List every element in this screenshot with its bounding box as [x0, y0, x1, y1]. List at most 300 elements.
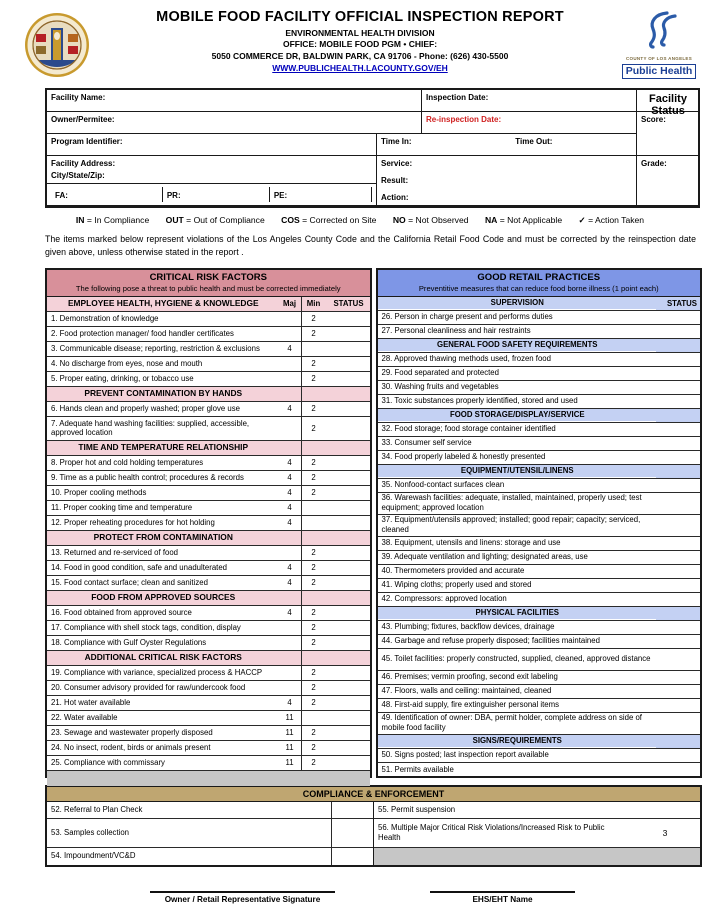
- min-points-value: 2: [301, 546, 326, 560]
- status-cell: [326, 696, 370, 710]
- city-state-zip-label: City/State/Zip:: [51, 171, 105, 180]
- critical-item-row: [47, 372, 370, 387]
- critical-item-row: [47, 666, 370, 681]
- section-label: SUPERVISION: [378, 297, 657, 309]
- item-description: 15. Food contact surface; clean and sanitized: [51, 577, 208, 587]
- status-cell: [326, 576, 370, 590]
- maj-points-value: 4: [287, 458, 292, 467]
- section-label: FOOD FROM APPROVED SOURCES: [47, 591, 279, 605]
- status-column-header: [656, 465, 700, 478]
- maj-points-value: 4: [287, 698, 292, 707]
- section-label: PROTECT FROM CONTAMINATION: [47, 531, 279, 545]
- status-column-header: [656, 607, 700, 620]
- website-link[interactable]: WWW.PUBLICHEALTH.LACOUNTY.GOV/EH: [272, 63, 448, 73]
- status-cell: [656, 763, 700, 777]
- compliance-enforcement-title: COMPLIANCE & ENFORCEMENT: [47, 787, 700, 802]
- status-cell: [331, 848, 373, 865]
- score-field: Score:: [637, 112, 700, 156]
- critical-item-row: [47, 696, 370, 711]
- status-cell: [656, 635, 700, 648]
- retail-item-row: [378, 537, 701, 551]
- item-description: 49. Identification of owner: DBA, permit holder, complete address on side of mobile food facility: [381, 713, 642, 732]
- retail-item-row: [378, 311, 701, 325]
- critical-item-row: [47, 741, 370, 756]
- min-points-value: 2: [301, 372, 326, 386]
- min-points-value: 2: [301, 741, 326, 755]
- action-label: Action:: [381, 193, 409, 202]
- fa-label: FA:: [51, 187, 163, 202]
- critical-item-row: [47, 501, 370, 516]
- status-cell: [326, 726, 370, 740]
- retail-item-row: [378, 515, 701, 537]
- status-cell: [656, 381, 700, 394]
- item-description: 26. Person in charge present and performs duties: [381, 312, 553, 322]
- item-description: 33. Consumer self service: [381, 438, 472, 448]
- status-cell: [326, 456, 370, 470]
- item-description: 17. Compliance with shell stock tags, condition, display: [51, 622, 241, 632]
- section-label: PHYSICAL FACILITIES: [378, 607, 657, 619]
- item-description: 10. Proper cooling methods: [51, 487, 147, 497]
- owner-signature-line: [150, 891, 335, 893]
- compliance-legend: IN = In Compliance OUT = Out of Compliance COS = Corrected on Site NO = Not Observed NA = Not Applicable ✓ = Action Taken: [75, 215, 645, 225]
- retail-item-row: [378, 763, 701, 777]
- status-cell: [326, 741, 370, 755]
- min-column-header: [301, 531, 326, 545]
- item-description: 34. Food properly labeled & honestly presented: [381, 452, 546, 462]
- inspection-date-field: Inspection Date:: [422, 90, 637, 112]
- status-cell: [656, 451, 700, 464]
- item-description: 4. No discharge from eyes, nose and mouth: [51, 358, 203, 368]
- status-cell: [326, 636, 370, 650]
- item-description: 2. Food protection manager/ food handler certificates: [51, 328, 234, 338]
- retail-item-row: [378, 671, 701, 685]
- min-points-value: 2: [301, 456, 326, 470]
- item-description: 16. Food obtained from approved source: [51, 607, 192, 617]
- section-header-row: [47, 441, 370, 456]
- status-cell: [656, 423, 700, 436]
- compliance-item-row: [47, 819, 373, 848]
- status-cell: [326, 756, 370, 770]
- owner-permitee-field: Owner/Permitee:: [47, 112, 422, 134]
- section-header-row: [47, 591, 370, 606]
- status-cell: [326, 606, 370, 620]
- ph-logo-county-text: COUNTY OF LOS ANGELES: [625, 56, 693, 61]
- status-cell: [656, 649, 700, 670]
- item-description: 32. Food storage; food storage container identified: [381, 424, 556, 434]
- section-label: EMPLOYEE HEALTH, HYGIENE & KNOWLEDGE: [47, 297, 279, 311]
- item-description: 55. Permit suspension: [378, 804, 456, 814]
- pe-label: PE:: [270, 187, 372, 202]
- critical-item-row: [47, 711, 370, 726]
- item-description: 18. Compliance with Gulf Oyster Regulations: [51, 637, 207, 647]
- status-cell: [326, 711, 370, 725]
- item-description: 50. Signs posted; last inspection report available: [381, 750, 549, 760]
- status-cell: [326, 621, 370, 635]
- section-header-row: [47, 297, 370, 312]
- public-health-logo: [616, 10, 702, 79]
- item-description: 31. Toxic substances properly identified, stored and used: [381, 396, 578, 406]
- critical-item-row: [47, 417, 370, 441]
- status-cell: [326, 327, 370, 341]
- status-cell: [656, 713, 700, 734]
- item-description: 22. Water available: [51, 712, 118, 722]
- retail-item-row: [378, 451, 701, 465]
- maj-points-value: 4: [287, 344, 292, 353]
- item-description: 6. Hands clean and properly washed; proper glove use: [51, 403, 240, 413]
- item-description: 28. Approved thawing methods used, frozen food: [381, 354, 551, 364]
- min-column-header: Min: [301, 297, 326, 311]
- min-points-value: 2: [301, 666, 326, 680]
- item-description: 30. Washing fruits and vegetables: [381, 382, 499, 392]
- address-line: 5050 COMMERCE DR, BALDWIN PARK, CA 91706 - Phone: (626) 430-5500: [211, 51, 509, 61]
- status-cell: [326, 681, 370, 695]
- retail-item-row: [378, 395, 701, 409]
- compliance-item-row: [374, 802, 700, 819]
- status-cell: [656, 565, 700, 578]
- retail-item-row: [378, 593, 701, 607]
- min-points-value: [301, 711, 326, 725]
- status-cell: [326, 501, 370, 515]
- la-county-seal-icon: [24, 12, 90, 78]
- min-points-value: 2: [301, 417, 326, 440]
- item-description: 25. Compliance with commissary: [51, 757, 165, 767]
- critical-item-row: [47, 621, 370, 636]
- section-label: ADDITIONAL CRITICAL RISK FACTORS: [47, 651, 279, 665]
- item-description: 8. Proper hot and cold holding temperatures: [51, 457, 204, 467]
- item-description: 24. No insect, rodent, birds or animals present: [51, 742, 211, 752]
- retail-item-row: [378, 565, 701, 579]
- section-header-row: [378, 339, 701, 353]
- status-column-header: [326, 591, 370, 605]
- item-description: 1. Demonstration of knowledge: [51, 313, 159, 323]
- item-description: 9. Time as a public health control; procedures & records: [51, 472, 244, 482]
- retail-item-row: [378, 621, 701, 635]
- item-description: 29. Food separated and protected: [381, 368, 499, 378]
- owner-signature-label: Owner / Retail Representative Signature: [164, 894, 321, 904]
- status-cell: [326, 342, 370, 356]
- section-header-row: [47, 387, 370, 402]
- section-label: GENERAL FOOD SAFETY REQUIREMENTS: [378, 339, 657, 351]
- section-header-row: [378, 465, 701, 479]
- status-cell: [656, 537, 700, 550]
- critical-item-row: [47, 756, 370, 771]
- item-description: 47. Floors, walls and ceiling: maintained, cleaned: [381, 686, 552, 696]
- section-header-row: [378, 735, 701, 749]
- critical-item-row: [47, 726, 370, 741]
- maj-points-value: 4: [287, 563, 292, 572]
- critical-item-row: [47, 486, 370, 501]
- item-description: 7. Adequate hand washing facilities: supplied, accessible, approved location: [51, 418, 250, 437]
- violation-notice: The items marked below represent violations of the Los Angeles County Code and the California Retail Food Code and must be corrected by the reinspection date given above, unless otherwise stated in the report .: [45, 234, 696, 257]
- retail-item-row: [378, 423, 701, 437]
- division-line: ENVIRONMENTAL HEALTH DIVISION: [285, 28, 435, 38]
- maj-points-value: 4: [287, 473, 292, 482]
- critical-table-title: CRITICAL RISK FACTORS The following pose a threat to public health and must be corrected immediately: [47, 270, 370, 297]
- item-description: 56. Multiple Major Critical Risk Violations/Increased Risk to Public Health: [378, 822, 605, 842]
- min-column-header: [301, 651, 326, 665]
- retail-item-row: [378, 381, 701, 395]
- maj-points-value: 4: [287, 488, 292, 497]
- status-cell: [656, 749, 700, 762]
- status-cell: [326, 666, 370, 680]
- critical-item-row: [47, 681, 370, 696]
- retail-item-row: [378, 551, 701, 565]
- min-points-value: 2: [301, 681, 326, 695]
- status-cell: [656, 437, 700, 450]
- reinspection-date-field: Re-inspection Date:: [422, 112, 637, 134]
- retail-item-row: [378, 579, 701, 593]
- retail-table-title: GOOD RETAIL PRACTICES Preventitive measures that can reduce food borne illness (1 point each): [378, 270, 701, 297]
- retail-item-row: [378, 367, 701, 381]
- item-description: 13. Returned and re-serviced of food: [51, 547, 178, 557]
- critical-item-row: [47, 327, 370, 342]
- gray-filler-cell: [374, 848, 700, 865]
- office-line: OFFICE: MOBILE FOOD PGM • CHIEF:: [282, 39, 438, 49]
- ph-logo-name: Public Health: [622, 64, 697, 79]
- critical-item-row: [47, 516, 370, 531]
- section-label: EQUIPMENT/UTENSIL/LINENS: [378, 465, 657, 477]
- gray-filler-cell: [47, 771, 370, 786]
- retail-item-row: [378, 437, 701, 451]
- item-description: 51. Permits available: [381, 764, 454, 774]
- grade-field: Grade:: [637, 156, 700, 206]
- maj-column-header: [279, 591, 301, 605]
- status-cell: [326, 546, 370, 560]
- status-cell: [656, 479, 700, 492]
- status-cell: [326, 417, 370, 440]
- compliance-left-column: [47, 802, 374, 865]
- status-cell: [656, 493, 700, 514]
- min-points-value: 2: [301, 402, 326, 416]
- status-cell: [326, 561, 370, 575]
- status-value: 3: [662, 827, 668, 838]
- item-description: 5. Proper eating, drinking, or tobacco use: [51, 373, 194, 383]
- compliance-enforcement-table: [45, 785, 702, 867]
- item-description: 44. Garbage and refuse properly disposed; facilities maintained: [381, 636, 600, 646]
- min-points-value: 2: [301, 486, 326, 500]
- status-cell: [326, 471, 370, 485]
- retail-item-row: [378, 493, 701, 515]
- maj-points-value: 11: [285, 728, 294, 737]
- status-cell: [656, 671, 700, 684]
- status-cell: [326, 516, 370, 530]
- section-header-row: [378, 607, 701, 621]
- item-description: 39. Adequate ventilation and lighting; designated areas, use: [381, 552, 588, 562]
- compliance-right-column: [374, 802, 700, 865]
- maj-column-header: [279, 441, 301, 455]
- item-description: 41. Wiping cloths; properly used and stored: [381, 580, 532, 590]
- maj-points-value: 4: [287, 578, 292, 587]
- facility-info-table: [45, 88, 700, 208]
- status-column-header: [326, 387, 370, 401]
- status-cell: [326, 312, 370, 326]
- status-column-header: STATUS: [656, 297, 700, 310]
- retail-item-row: [378, 685, 701, 699]
- retail-item-row: [378, 353, 701, 367]
- status-cell: [656, 311, 700, 324]
- critical-item-row: [47, 561, 370, 576]
- facility-name-field: Facility Name:: [47, 90, 422, 112]
- section-label: SIGNS/REQUIREMENTS: [378, 735, 657, 747]
- item-description: 40. Thermometers provided and accurate: [381, 566, 525, 576]
- status-cell: [326, 402, 370, 416]
- maj-column-header: [279, 651, 301, 665]
- item-description: 11. Proper cooking time and temperature: [51, 502, 193, 512]
- status-cell: [656, 395, 700, 408]
- item-description: 45. Toilet facilities: properly constructed, supplied, cleaned, approved distance: [381, 654, 651, 664]
- critical-item-row: [47, 606, 370, 621]
- status-cell: [656, 325, 700, 338]
- min-points-value: 2: [301, 576, 326, 590]
- status-column-header: STATUS: [326, 297, 370, 311]
- critical-item-row: [47, 471, 370, 486]
- status-cell: [656, 579, 700, 592]
- section-header-row: [378, 297, 701, 311]
- critical-item-row: [47, 636, 370, 651]
- item-description: 14. Food in good condition, safe and unadulterated: [51, 562, 227, 572]
- min-points-value: 2: [301, 561, 326, 575]
- retail-item-row: [378, 699, 701, 713]
- item-description: 38. Equipment, utensils and linens: storage and use: [381, 538, 561, 548]
- min-points-value: 2: [301, 606, 326, 620]
- min-points-value: [301, 501, 326, 515]
- retail-item-row: [378, 749, 701, 763]
- status-cell: [656, 551, 700, 564]
- item-description: 27. Personal cleanliness and hair restraints: [381, 326, 531, 336]
- status-cell: [656, 699, 700, 712]
- fa-pr-pe-field: [47, 184, 377, 206]
- min-column-header: [301, 387, 326, 401]
- retail-item-row: [378, 649, 701, 671]
- status-cell: [326, 372, 370, 386]
- section-header-row: [47, 531, 370, 546]
- maj-points-value: 11: [285, 758, 294, 767]
- min-points-value: 2: [301, 756, 326, 770]
- service-result-action-field: [377, 156, 637, 206]
- maj-points-value: 4: [287, 503, 292, 512]
- section-header-row: [47, 651, 370, 666]
- status-column-header: [326, 531, 370, 545]
- critical-item-row: [47, 576, 370, 591]
- good-retail-practices-table: [376, 268, 703, 778]
- report-header: [0, 0, 720, 88]
- gray-filler-row: [374, 848, 700, 865]
- status-column-header: [656, 339, 700, 352]
- status-cell: [656, 367, 700, 380]
- status-cell: [331, 819, 373, 847]
- item-description: 52. Referral to Plan Check: [51, 804, 143, 814]
- status-value: [630, 802, 700, 818]
- item-description: 54. Impoundment/VC&D: [51, 851, 136, 861]
- maj-points-value: 11: [285, 713, 294, 722]
- maj-points-value: 11: [285, 743, 294, 752]
- item-description: 48. First-aid supply, fire extinguisher personal items: [381, 700, 560, 710]
- status-column-header: [326, 441, 370, 455]
- item-description: 21. Hot water available: [51, 697, 131, 707]
- min-points-value: 2: [301, 621, 326, 635]
- status-cell: [656, 353, 700, 366]
- critical-item-row: [47, 312, 370, 327]
- min-points-value: 2: [301, 726, 326, 740]
- critical-item-row: [47, 456, 370, 471]
- status-cell: [656, 685, 700, 698]
- item-description: 35. Nonfood-contact surfaces clean: [381, 480, 505, 490]
- status-column-header: [326, 651, 370, 665]
- status-cell: [326, 357, 370, 371]
- item-description: 42. Compressors: approved location: [381, 594, 507, 604]
- maj-points-value: 4: [287, 608, 292, 617]
- retail-item-row: [378, 635, 701, 649]
- service-label: Service:: [381, 159, 413, 168]
- critical-item-row: [47, 357, 370, 372]
- ehs-name-line: [430, 891, 575, 893]
- item-description: 53. Samples collection: [51, 827, 130, 837]
- item-description: 46. Premises; vermin proofing, second exit labeling: [381, 672, 558, 682]
- item-description: 43. Plumbing; fixtures, backflow devices, drainage: [381, 622, 555, 632]
- critical-risk-factors-table: [45, 268, 372, 778]
- section-label: TIME AND TEMPERATURE RELATIONSHIP: [47, 441, 279, 455]
- maj-points-value: 4: [287, 518, 292, 527]
- time-out-label: Time Out:: [515, 137, 553, 146]
- facility-status-label: Facility Status: [637, 90, 700, 112]
- min-column-header: [301, 441, 326, 455]
- public-health-profiles-icon: [637, 10, 681, 50]
- status-column-header: [656, 409, 700, 422]
- report-title: MOBILE FOOD FACILITY OFFICIAL INSPECTION REPORT: [156, 9, 564, 25]
- time-in-out-field: [377, 134, 637, 156]
- program-identifier-field: Program Identifier:: [47, 134, 377, 156]
- item-description: 19. Compliance with variance, specialized process & HACCP: [51, 667, 263, 677]
- item-description: 12. Proper reheating procedures for hot holding: [51, 517, 215, 527]
- section-label: PREVENT CONTAMINATION BY HANDS: [47, 387, 279, 401]
- min-points-value: 2: [301, 636, 326, 650]
- critical-item-row: [47, 342, 370, 357]
- status-cell: [656, 593, 700, 606]
- critical-item-row: [47, 546, 370, 561]
- item-description: 36. Warewash facilities: adequate, installed, maintained, properly used; test equipment; approved location: [381, 493, 642, 512]
- status-cell: [656, 515, 700, 536]
- result-label: Result:: [381, 176, 409, 185]
- maj-column-header: Maj: [279, 297, 301, 311]
- min-points-value: [301, 516, 326, 530]
- min-points-value: 2: [301, 471, 326, 485]
- min-points-value: [301, 342, 326, 356]
- status-cell: [326, 486, 370, 500]
- compliance-item-row: [47, 802, 373, 819]
- min-column-header: [301, 591, 326, 605]
- time-in-label: Time In:: [381, 137, 412, 146]
- section-header-row: [378, 409, 701, 423]
- maj-column-header: [279, 531, 301, 545]
- status-cell: [656, 621, 700, 634]
- critical-item-row: [47, 402, 370, 417]
- min-points-value: 2: [301, 357, 326, 371]
- min-points-value: 2: [301, 312, 326, 326]
- item-description: 23. Sewage and wastewater properly disposed: [51, 727, 213, 737]
- inspection-tables: [45, 268, 702, 778]
- facility-address-field: [47, 156, 377, 184]
- retail-item-row: [378, 713, 701, 735]
- compliance-item-row: [47, 848, 373, 865]
- compliance-item-row: [374, 819, 700, 848]
- maj-points-value: 4: [287, 404, 292, 413]
- retail-item-row: [378, 325, 701, 339]
- item-description: 37. Equipment/utensils approved; installed; good repair; capacity; serviced, cleaned: [381, 515, 641, 534]
- status-column-header: [656, 735, 700, 748]
- retail-item-row: [378, 479, 701, 493]
- facility-address-label: Facility Address:: [51, 159, 116, 168]
- pr-label: PR:: [163, 187, 270, 202]
